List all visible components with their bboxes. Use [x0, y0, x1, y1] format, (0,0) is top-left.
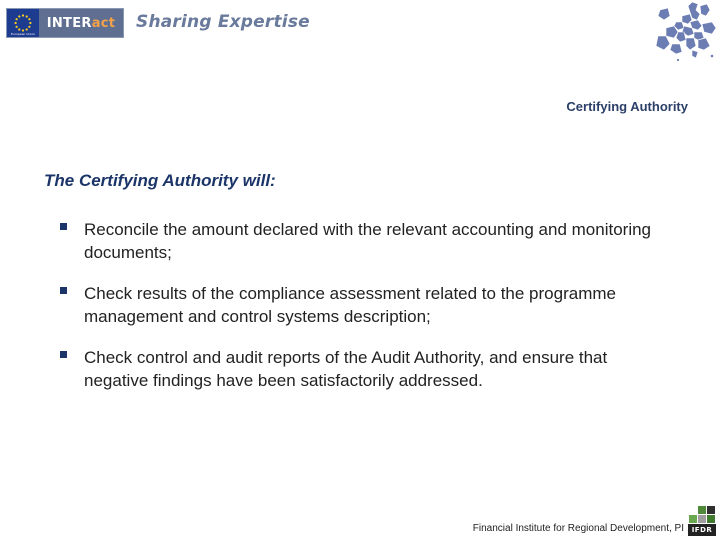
- europe-map-icon: [652, 0, 720, 66]
- interact-wordmark: [39, 9, 123, 37]
- wordmark-primary: INTER: [46, 15, 92, 31]
- bullet-marker-icon: [60, 282, 70, 297]
- eu-flag-icon: [7, 9, 39, 37]
- bullet-marker-icon: [60, 346, 70, 361]
- eu-caption: European Union: [11, 32, 35, 36]
- bullet-item: [60, 282, 680, 328]
- bullet-marker-icon: [60, 218, 70, 233]
- ifdr-grid-icon: [689, 506, 716, 523]
- bullet-text: Check control and audit reports of the Audit Authority, and ensure that negative findings have been satisfactorily addressed.: [84, 348, 608, 390]
- intro-heading: The Certifying Authority will:: [44, 171, 276, 190]
- bullet-list: [60, 218, 680, 410]
- ifdr-wordmark: IFDR: [688, 524, 716, 536]
- bullet-text: Check results of the compliance assessment related to the programme management and control systems description;: [84, 284, 616, 326]
- interact-logo: [6, 8, 124, 38]
- tagline: Sharing Expertise: [136, 12, 310, 32]
- bullet-item: [60, 218, 680, 264]
- footer-text: Financial Institute for Regional Development, PI: [472, 523, 684, 534]
- bullet-text: Reconcile the amount declared with the relevant accounting and monitoring documents;: [84, 220, 652, 262]
- bullet-item: [60, 346, 680, 392]
- wordmark-accent: act: [91, 15, 116, 31]
- slide-title: Certifying Authority: [566, 99, 688, 114]
- ifdr-logo: [688, 506, 716, 538]
